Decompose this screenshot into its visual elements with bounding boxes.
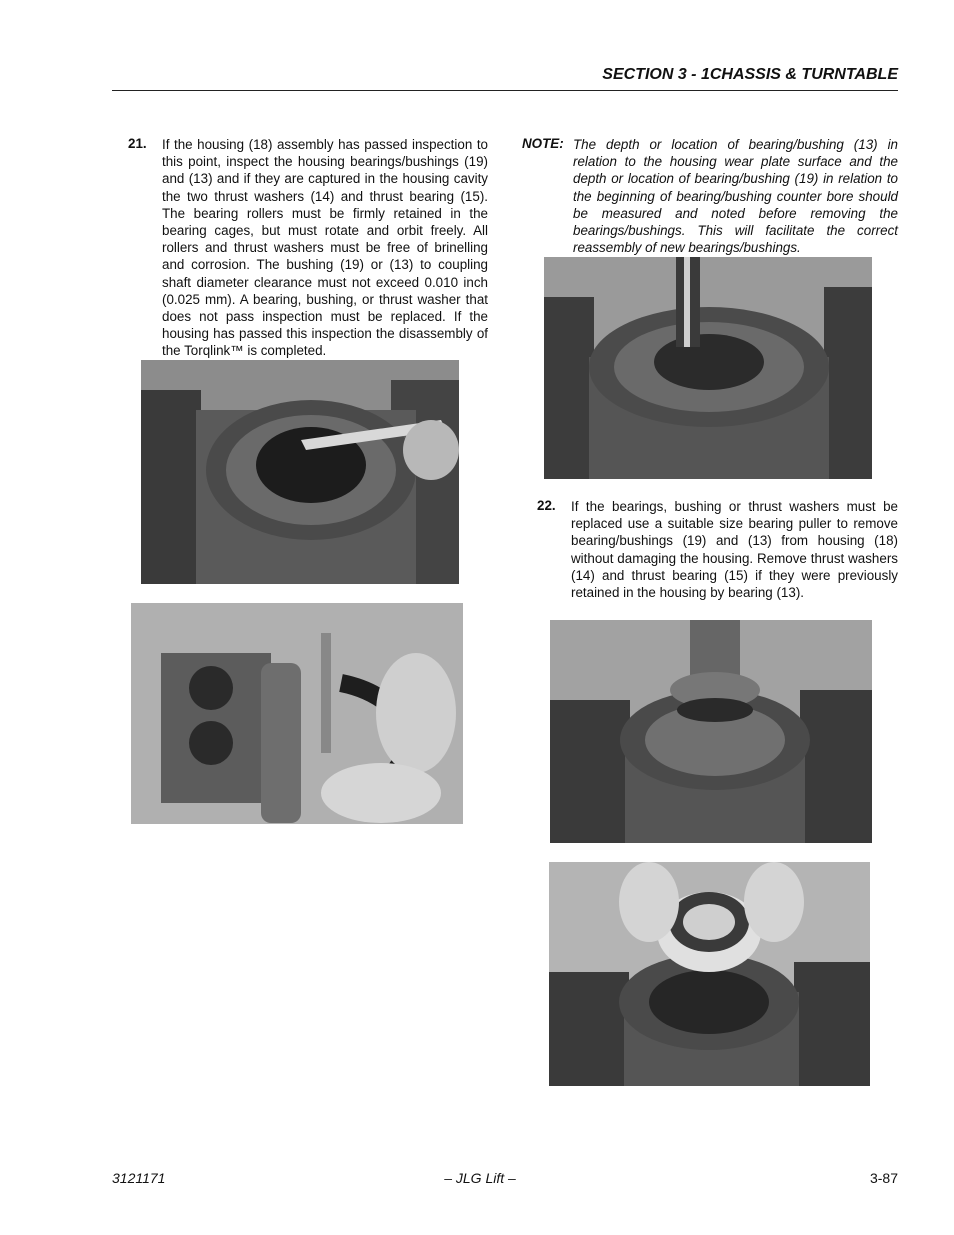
footer-doc-number: 3121171 — [112, 1170, 166, 1186]
step-22-number: 22. — [537, 498, 556, 513]
note-label: NOTE: — [522, 136, 564, 151]
photo-depth-gauge-housing — [544, 257, 872, 479]
note-text: The depth or location of bearing/bushing (13) in relation to the housing wear plate surface and the depth or location of bearing/bushing (19) in relation to the beginning of bearing/bushing counter bore should be measured and noted before removing the bearings/bushings. This will facilitate the correct reassembly of new bearings/bushings. — [573, 137, 898, 256]
step-22-text: If the bearings, bushing or thrust washers must be replaced use a suitable size bearing puller to remove bearing/bushings (19) and (13) from housing (18) without damaging the housing. Remove thrust washers (14) and thrust bearing (15) if they were previously retained in the housing by bearing (13). — [571, 499, 898, 601]
step-21-text: If the housing (18) assembly has passed inspection to this point, inspect the housing bearings/bushings (19) and (13) and if they are captured in the housing cavity the two thrust washers (14) and thrust bearing (15). The bearing rollers must be firmly retained in the bearing cages, but must rotate and orbit freely. All rollers and thrust washers must be free of brinelling and corrosion. The bushing (19) or (13) to coupling shaft diameter clearance must not exceed 0.010 inch (0.025 mm). A bearing, bushing, or thrust washer that does not pass inspection must be replaced. If the housing has passed this inspection the disassembly of the Torqlink™ is completed. — [162, 137, 488, 359]
photo-bearing-puller — [550, 620, 872, 843]
footer-page-number: 3-87 — [869, 1170, 898, 1186]
header-rule — [112, 90, 898, 91]
photo-thrust-washer-removal — [549, 862, 870, 1086]
footer-center: – JLG Lift – — [444, 1170, 516, 1186]
photo-housing-feeler-gauge — [141, 360, 459, 584]
photo-micrometer-measurement — [131, 603, 463, 824]
step-21-number: 21. — [128, 136, 147, 151]
section-header: SECTION 3 - 1CHASSIS & TURNTABLE — [602, 66, 898, 83]
